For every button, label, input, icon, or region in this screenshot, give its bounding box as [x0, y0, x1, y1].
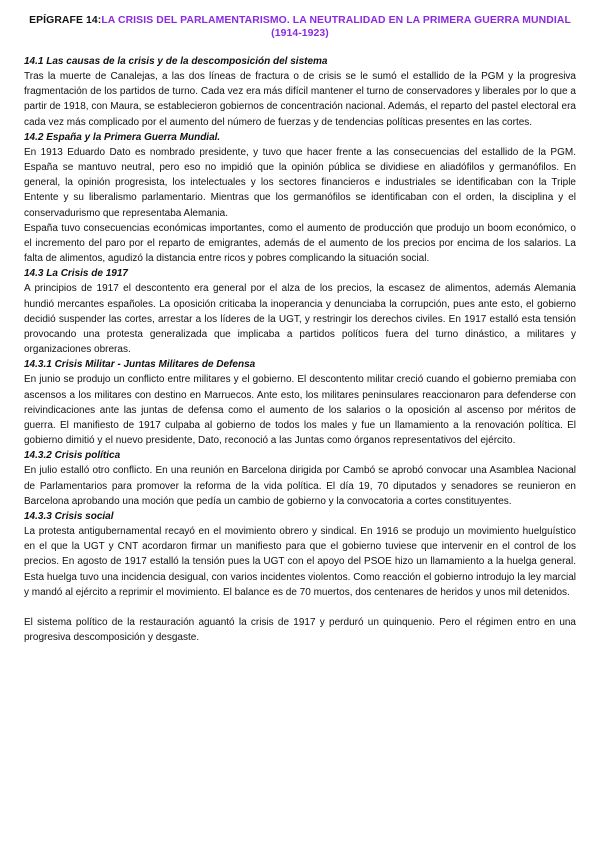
section-heading: 14.3.3 Crisis social: [24, 511, 114, 523]
paragraph: La protesta antigubernamental recayó en el movimiento obrero y sindical. En 1916 se produjo un movimiento huelguístico en el que la UGT y CNT acordaron firmar un manifiesto para que el gobierno tuviese que intervenir en el control de los precios. En agosto de 1917 estalló la tensión pues la UGT con el apoyo del PSOE hizo un llamamiento a la huelga general. Esta huelga tuvo una incidencia desigual, con varios incidentes violentos. Como reacción el gobierno introdujo la ley marcial y mandó al ejército a reprimir el movimiento. El balance es de 70 muertos, dos centenares de heridos y unos mil detenidos.: [24, 526, 576, 598]
paragraph: En junio se produjo un conflicto entre militares y el gobierno. El descontento militar creció cuando el gobierno premiaba con ascensos a los militares con destino en Marruecos. Ante esto, los militares peninsulares reaccionaron para defenderse con reivindicaciones ante las juntas de defensa como el aumento de los salarios o la oposición al ascenso por méritos de guerra. El manifiesto de 1917 culpaba al gobierno de todos los males y fue un llamamiento a la renovación política. El gobierno dimitió y el nuevo presidente, Dato, reconoció a las Juntas como órganos representativos del ejército.: [24, 374, 576, 447]
section-spain-ww1: [24, 130, 576, 267]
section-heading: 14.3.2 Crisis política: [24, 450, 121, 462]
spacer: [24, 600, 576, 615]
title-label: EPÍGRAFE 14:: [29, 15, 102, 26]
section-military-crisis: [24, 357, 576, 448]
section-heading: 14.3.1 Crisis Militar - Juntas Militares de Defensa: [24, 359, 256, 371]
paragraph: España tuvo consecuencias económicas importantes, como el aumento de producción que produjo un boom económico, o el incremento del paro por el reparto de emigrantes, además de el aumento de los precios por encima de los salarios. La falta de alimentos, agudizó la distancia entre ricos y pobres complicando la situación social.: [24, 222, 576, 265]
paragraph: En 1913 Eduardo Dato es nombrado presidente, y tuvo que hacer frente a las consecuencias del estallido de la PGM. España se mantuvo neutral, pero eso no impidió que la opinión pública se dividiese en aliadófilos y germanófilos. En general, la opinión progresista, los intelectuales y los sectores financieros e industriales se identificaban con la Triple Entente y su liberalismo parlamentario. Mientras que los germanófilos se identificaban con el orden, la disciplina y el conservadurismo que representaba Alemania.: [24, 146, 576, 219]
title-topic: LA CRISIS DEL PARLAMENTARISMO. LA NEUTRALIDAD EN LA PRIMERA GUERRA MUNDIAL (1914-1923): [101, 15, 571, 39]
section-heading: 14.3 La Crisis de 1917: [24, 268, 128, 280]
paragraph: El sistema político de la restauración aguantó la crisis de 1917 y perduró un quinquenio. Pero el régimen entro en una progresiva descomposición y desgaste.: [24, 617, 576, 644]
section-political-crisis: [24, 448, 576, 509]
section-social-crisis: [24, 509, 576, 600]
paragraph: A principios de 1917 el descontento era general por el alza de los precios, la escasez de alimentos, además Alemania hundió mercantes españoles. La oposición criticaba la inoperancia y denunciaba la corrupción, pues ante esto, el gobierno decidió suspender las cortes, arrestar a los líderes de la UGT, y restringir los derechos civiles. En 1917 estalló esta tensión provocando una protesta generalizada que implicaba a partidos políticos fuera del turno dinástico, a militares y organizaciones obreras.: [24, 283, 576, 356]
section-crisis-1917: [24, 266, 576, 357]
section-heading: 14.1 Las causas de la crisis y de la descomposición del sistema: [24, 56, 328, 67]
section-heading: 14.2 España y la Primera Guerra Mundial.: [24, 131, 221, 143]
section-conclusion: [24, 615, 576, 645]
section-causes: [24, 54, 576, 130]
paragraph: Tras la muerte de Canalejas, a las dos líneas de fractura o de crisis se le sumó el estallido de la PGM y la progresiva fragmentación de los partidos de turno. Cada vez era más difícil mantener el turno de conservadores y liberales por lo que a partir de 1918, con Maura, se establecieron gobiernos de concentración nacional. Además, el reparto del pastel electoral era cada vez más complicado por el aumento del número de fuerzas y de tendencias políticas presentes en las cortes.: [24, 71, 576, 128]
document-title: [28, 14, 572, 40]
paragraph: En julio estalló otro conflicto. En una reunión en Barcelona dirigida por Cambó se aprobó convocar una Asamblea Nacional de Parlamentarios para promover la reforma de la vida política. El día 19, 70 diputados y senadores se reunieron en Barcelona aprobando una moción que pedía un cambio de gobierno y la convocatoria a cortes constituyentes.: [24, 465, 576, 507]
